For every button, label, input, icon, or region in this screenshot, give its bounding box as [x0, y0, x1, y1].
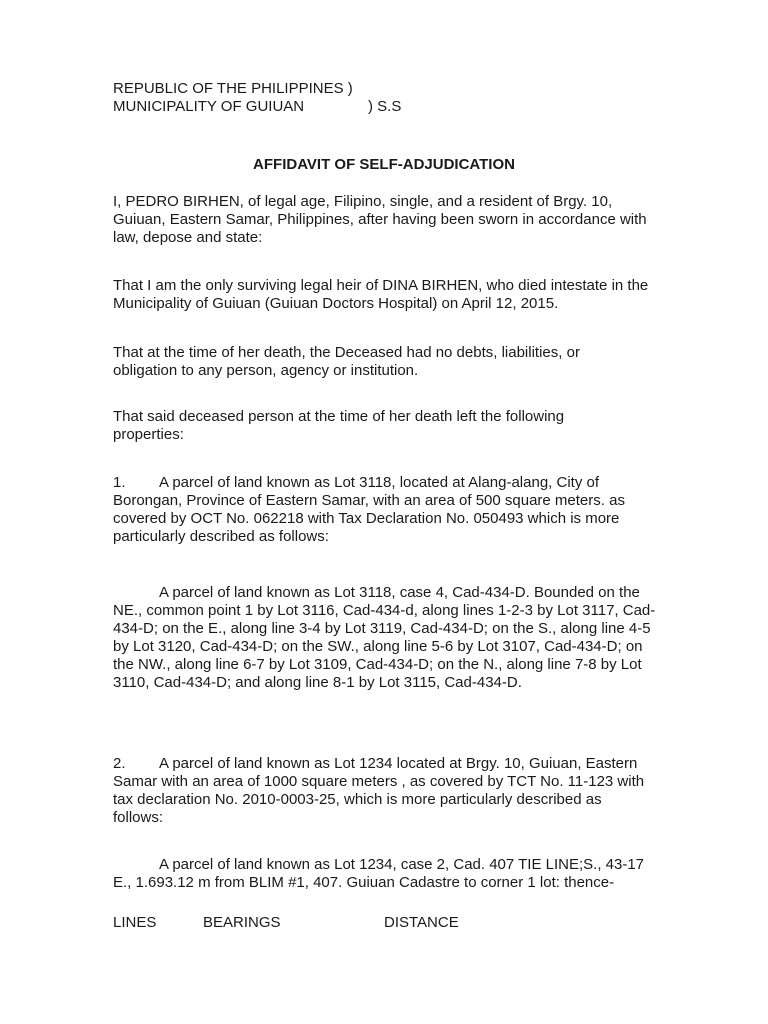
venue-line-municipality	[113, 98, 658, 116]
property-item-1	[113, 474, 633, 546]
column-distance: DISTANCE	[384, 914, 459, 931]
item-text: A parcel of land known as Lot 3118, located at Alang-alang, City of Borongan, Province of Eastern Samar, with an area of 500 square meters. as covered by OCT No. 062218 with Tax Declaration No. 050493 which is more particularly described as follows:	[113, 474, 625, 545]
property-item-2	[113, 755, 648, 827]
heir-paragraph: That I am the only surviving legal heir of DINA BIRHEN, who died intestate in the Municipality of Guiuan (Guiuan Doctors Hospital) on April 12, 2015.	[113, 277, 649, 312]
municipality-text: MUNICIPALITY OF GUIUAN	[113, 98, 305, 115]
column-bearings: BEARINGS	[203, 914, 281, 931]
item-text: A parcel of land known as Lot 1234 located at Brgy. 10, Guiuan, Eastern Samar with an area of 1000 square meters , as covered by TCT No. 11-123 with tax declaration No. 2010-0003-25, which is more particularly described as follows:	[113, 755, 645, 826]
ss-marker: ) S.S	[368, 98, 402, 115]
item-number: 2.	[113, 755, 126, 772]
properties-intro-paragraph: That said deceased person at the time of her death left the following properties:	[113, 408, 565, 443]
bearings-table-header	[113, 914, 658, 932]
item-number: 1.	[113, 474, 126, 491]
venue-header	[113, 80, 658, 116]
debts-paragraph: That at the time of her death, the Deceased had no debts, liabilities, or obligation to any person, agency or institution.	[113, 344, 580, 379]
property-description-2: A parcel of land known as Lot 1234, case 2, Cad. 407 TIE LINE;S., 43-17 E., 1.693.12 m from BLIM #1, 407. Guiuan Cadastre to corner 1 lot: thence-	[113, 856, 645, 891]
column-lines: LINES	[113, 914, 157, 931]
intro-paragraph: I, PEDRO BIRHEN, of legal age, Filipino, single, and a resident of Brgy. 10, Guiuan, Eastern Samar, Philippines, after having been sworn in accordance with law, depose and state:	[113, 193, 647, 246]
document-title: AFFIDAVIT OF SELF-ADJUDICATION	[253, 156, 515, 173]
venue-line-republic: REPUBLIC OF THE PHILIPPINES )	[113, 80, 353, 97]
property-description-1: A parcel of land known as Lot 3118, case 4, Cad-434-D. Bounded on the NE., common point 1 by Lot 3116, Cad-434-d, along lines 1-2-3 by Lot 3117, Cad-434-D; on the E., along line 3-4 by Lot 3119, Cad-434-D; on the S., along line 4-5 by Lot 3120, Cad-434-D; on the SW., along line 5-6 by Lot 3107, Cad-434-D; on the NW., along line 6-7 by Lot 3109, Cad-434-D; on the N., along line 7-8 by Lot 3110, Cad-434-D; and along line 8-1 by Lot 3115, Cad-434-D.	[113, 584, 656, 691]
